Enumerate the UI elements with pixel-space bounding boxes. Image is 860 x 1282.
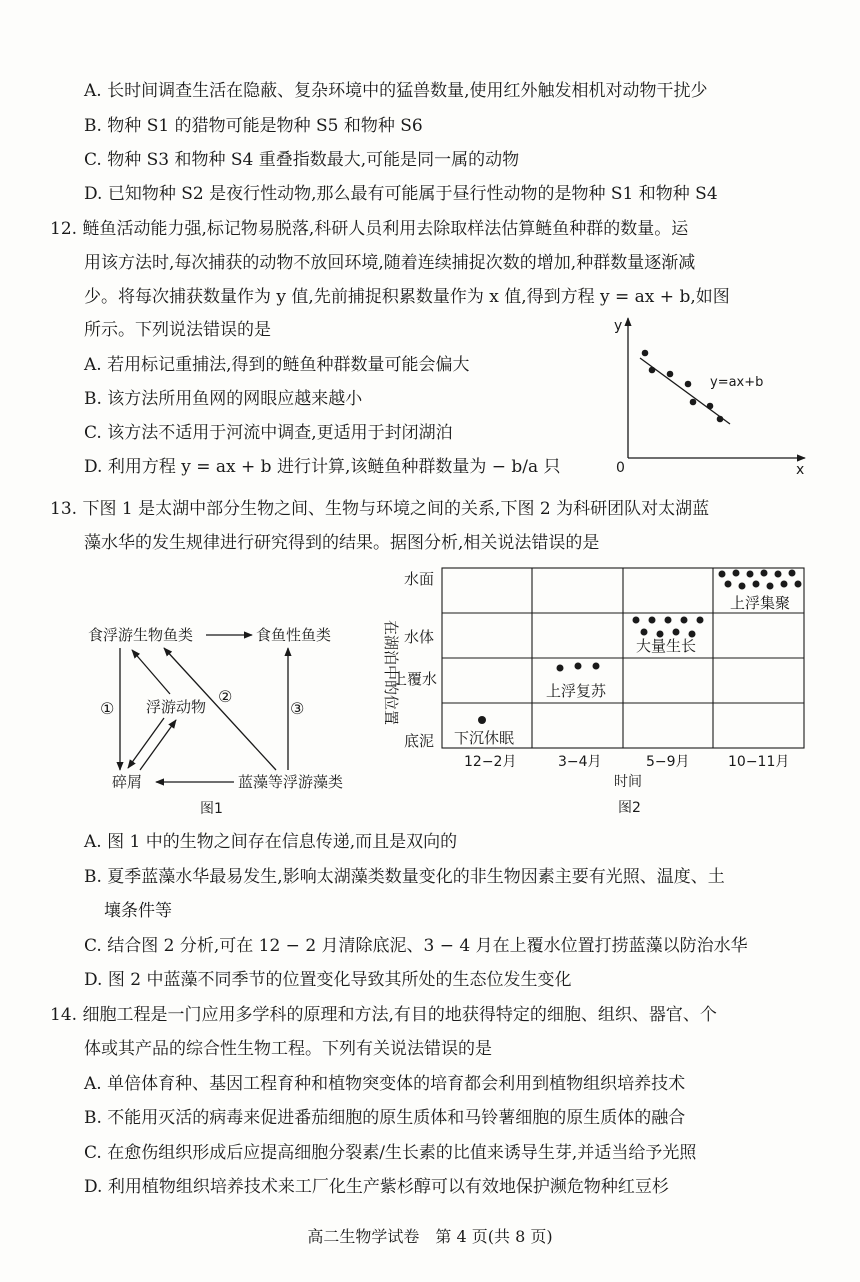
q13-option-b-cont: 壤条件等 (104, 901, 172, 921)
arrow-detritus-to-zoo (140, 720, 176, 770)
q12-regression-graph (600, 312, 820, 480)
figure-1-food-web (80, 610, 380, 820)
arrow-mark-2: ② (218, 687, 233, 706)
q14-stem-line: 14. 细胞工程是一门应用多学科的原理和方法,有目的地获得特定的细胞、组织、器官、个 (50, 1005, 717, 1025)
q13-option-d: D. 图 2 中蓝藻不同季节的位置变化导致其所处的生态位发生变化 (84, 970, 572, 990)
node-piscivorous-fish: 食鱼性鱼类 (256, 626, 332, 644)
cell-label-mass-growth: 大量生长 (636, 637, 697, 655)
col-label-oct-nov: 10−11月 (728, 754, 790, 770)
row-label-sediment: 底泥 (404, 732, 435, 750)
arrow-mark-3: ③ (290, 699, 305, 718)
arrow-mark-1: ① (100, 699, 115, 718)
line-equation-label: y=ax+b (710, 375, 764, 390)
row-label-surface: 水面 (404, 570, 435, 588)
q12-stem-line: 少。将每次捕获数量作为 y 值,先前捕捉积累数量作为 x 值,得到方程 y = ax + b,如图 (84, 287, 730, 307)
q13-option-c: C. 结合图 2 分析,可在 12 − 2 月清除底泥、3 − 4 月在上覆水位置打捞蓝藻以防治水华 (84, 936, 748, 956)
q11-option-b: B. 物种 S1 的猎物可能是物种 S5 和物种 S6 (84, 116, 423, 136)
data-point (685, 381, 692, 388)
grid-y-title: 在湖泊中的位置 (382, 620, 400, 726)
q13-option-a: A. 图 1 中的生物之间存在信息传递,而且是双向的 (84, 832, 458, 852)
q14-option-c: C. 在愈伤组织形成后应提高细胞分裂素/生长素的比值来诱导生芽,并适当给予光照 (84, 1143, 697, 1163)
q11-option-c: C. 物种 S3 和物种 S4 重叠指数最大,可能是同一属的动物 (84, 150, 520, 170)
q12-option-b: B. 该方法所用鱼网的网眼应越来越小 (84, 389, 363, 409)
q13-option-b: B. 夏季蓝藻水华最易发生,影响太湖藻类数量变化的非生物因素主要有光照、温度、土 (84, 867, 725, 887)
row-label-water-body: 水体 (404, 628, 435, 646)
arrow-zoo-to-detritus (128, 718, 164, 768)
node-detritus: 碎屑 (112, 773, 143, 791)
data-point (707, 403, 714, 410)
cell-label-surface-aggregation: 上浮集聚 (730, 594, 791, 612)
cell-label-floating-revival: 上浮复苏 (546, 682, 607, 700)
data-point (642, 350, 649, 357)
figure-1-caption: 图1 (200, 801, 223, 817)
q13-stem-line: 13. 下图 1 是太湖中部分生物之间、生物与环境之间的关系,下图 2 为科研团队对太湖蓝 (50, 499, 710, 519)
q13-stem-line: 藻水华的发生规律进行研究得到的结果。据图分析,相关说法错误的是 (84, 533, 600, 553)
q12-option-a: A. 若用标记重捕法,得到的鲢鱼种群数量可能会偏大 (84, 355, 470, 375)
y-axis-label: y (614, 318, 623, 334)
node-plankton-eating-fish: 食浮游生物鱼类 (88, 626, 194, 644)
cell-label-sinking-dormancy: 下沉休眠 (454, 729, 515, 747)
q11-option-a: A. 长时间调查生活在隐蔽、复杂环境中的猛兽数量,使用红外触发相机对动物干扰少 (84, 81, 708, 101)
q12-option-c: C. 该方法不适用于河流中调查,更适用于封闭湖泊 (84, 423, 453, 443)
figure-2-position-grid (370, 562, 815, 820)
col-label-mar-apr: 3−4月 (558, 754, 602, 770)
grid-x-title: 时间 (614, 774, 642, 790)
data-point (667, 371, 674, 378)
q11-option-d: D. 已知物种 S2 是夜行性动物,那么最有可能属于昼行性动物的是物种 S1 和物种 S4 (84, 184, 718, 204)
q12-stem-line: 所示。下列说法错误的是 (84, 320, 271, 340)
page-footer: 高二生物学试卷 第 4 页(共 8 页) (307, 1227, 553, 1246)
x-axis-label: x (796, 462, 805, 478)
row-label-overlying-water: 上覆水 (392, 670, 438, 688)
col-label-may-sep: 5−9月 (646, 754, 690, 770)
data-point (690, 399, 697, 406)
origin-label: 0 (616, 460, 625, 476)
col-label-dec-feb: 12−2月 (464, 754, 517, 770)
data-point (649, 367, 656, 374)
node-zooplankton: 浮游动物 (146, 698, 207, 716)
q12-stem-line: 12. 鲢鱼活动能力强,标记物易脱落,科研人员利用去除取样法估算鲢鱼种群的数量。运 (50, 219, 689, 239)
q14-stem-line: 体或其产品的综合性生物工程。下列有关说法错误的是 (84, 1039, 492, 1059)
figure-2-caption: 图2 (618, 800, 641, 816)
q14-option-a: A. 单倍体育种、基因工程育种和植物突变体的培育都会利用到植物组织培养技术 (84, 1074, 686, 1094)
q14-option-b: B. 不能用灭活的病毒来促进番茄细胞的原生质体和马铃薯细胞的原生质体的融合 (84, 1108, 686, 1128)
q12-option-d: D. 利用方程 y = ax + b 进行计算,该鲢鱼种群数量为 − b/a 只 (84, 457, 561, 477)
arrow-zoo-to-fish1 (132, 650, 170, 694)
q12-stem-line: 用该方法时,每次捕获的动物不放回环境,随着连续捕捉次数的增加,种群数量逐渐减 (84, 253, 696, 273)
node-algae: 蓝藻等浮游藻类 (238, 773, 344, 791)
q14-option-d: D. 利用植物组织培养技术来工厂化生产紫杉醇可以有效地保护濒危物种红豆杉 (84, 1177, 669, 1197)
data-point (717, 416, 724, 423)
